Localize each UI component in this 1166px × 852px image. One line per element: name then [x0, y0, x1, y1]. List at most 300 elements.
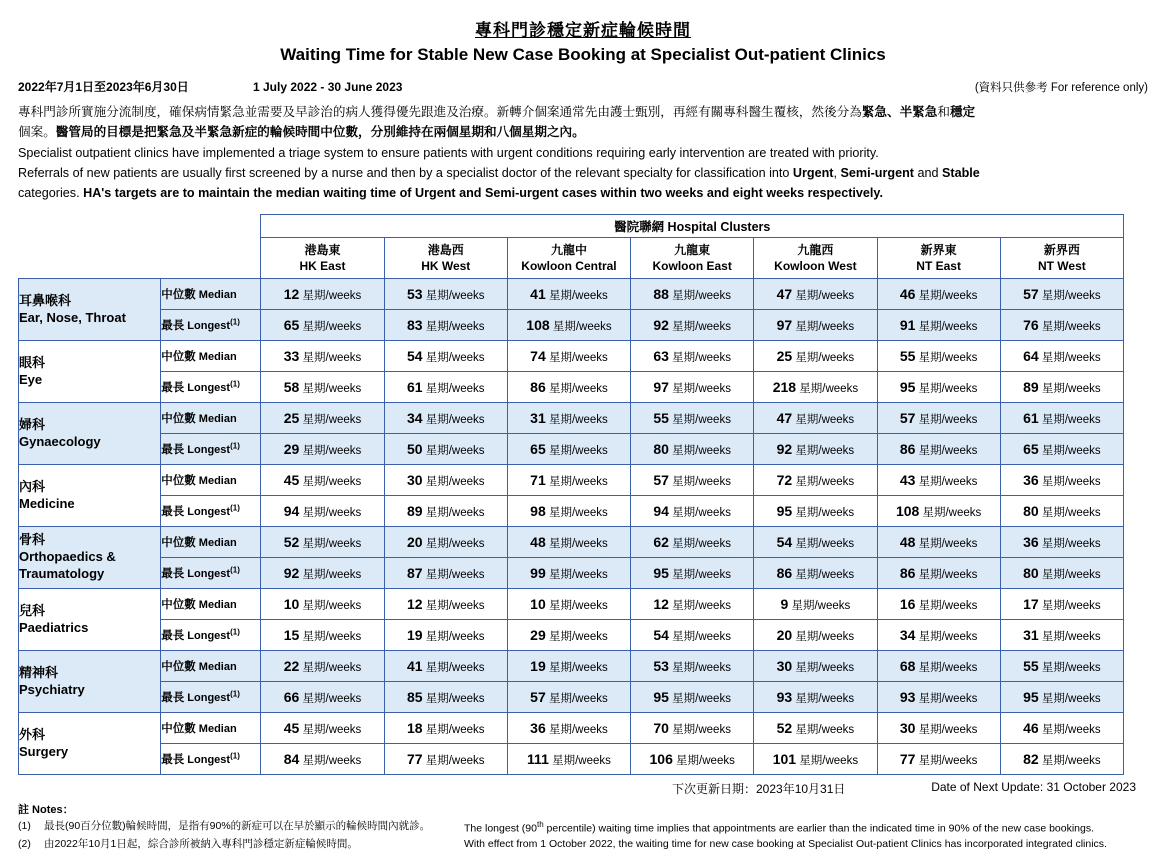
value-unit: 星期/weeks — [668, 351, 731, 364]
value-unit: 星期/weeks — [299, 382, 362, 395]
value-unit: 星期/weeks — [299, 599, 362, 612]
cluster-hk-east-zh: 港島東 — [304, 243, 341, 258]
value-number: 19 — [530, 657, 546, 674]
notes-section — [18, 803, 1148, 852]
value-cell — [877, 496, 1000, 527]
intro-zh-2b: 醫管局的目標是把緊急及半緊急新症的輪候時間中位數，分別維持在兩個星期和八個星期之內。 — [55, 125, 585, 140]
specialty-cell — [19, 527, 161, 589]
value-unit: 星期/weeks — [668, 289, 731, 302]
value-number: 29 — [283, 440, 300, 457]
value-number: 95 — [776, 502, 793, 519]
value-cell — [261, 310, 384, 341]
table-row — [19, 496, 1124, 527]
corner-cell-b — [161, 215, 261, 238]
value-cell — [877, 558, 1000, 589]
value-unit: 星期/weeks — [915, 413, 978, 426]
value-unit: 星期/weeks — [668, 630, 731, 643]
specialty-english: Paediatrics — [19, 619, 89, 635]
table-row — [19, 589, 1124, 620]
value-unit: 星期/weeks — [545, 692, 608, 705]
value-unit: 星期/weeks — [1038, 444, 1101, 457]
value-cell — [1000, 527, 1123, 558]
intro-zh-1c: 和 — [937, 105, 950, 119]
specialty-chinese: 婦科 — [19, 416, 46, 432]
value-cell — [631, 341, 754, 372]
value-number: 55 — [653, 409, 669, 426]
value-cell — [261, 279, 384, 310]
value-unit: 星期/weeks — [792, 506, 855, 519]
cluster-nte-en: NT East — [916, 259, 961, 274]
value-cell — [1000, 341, 1123, 372]
cluster-ke-en: Kowloon East — [652, 259, 732, 274]
value-number: 20 — [776, 626, 793, 643]
value-unit: 星期/weeks — [792, 568, 855, 581]
value-unit: 星期/weeks — [299, 351, 362, 364]
value-unit: 星期/weeks — [545, 661, 608, 674]
value-number: 22 — [283, 657, 300, 674]
table-row — [19, 682, 1124, 713]
metric-label-median: 中位數 Median — [161, 651, 261, 682]
value-number: 30 — [406, 471, 423, 488]
value-unit: 星期/weeks — [792, 661, 855, 674]
value-cell — [754, 558, 877, 589]
value-cell — [1000, 279, 1123, 310]
value-unit: 星期/weeks — [915, 599, 978, 612]
value-unit: 星期/weeks — [1038, 630, 1101, 643]
value-number: 45 — [283, 719, 300, 736]
value-number: 85 — [406, 688, 423, 705]
value-number: 61 — [406, 378, 423, 395]
metric-label-longest: 最長 Longest$^{(1)}$ — [161, 558, 261, 589]
value-number: 54 — [776, 533, 793, 550]
table-row — [19, 527, 1124, 558]
value-cell — [384, 744, 507, 775]
waiting-time-table — [18, 214, 1124, 775]
value-number: 82 — [1023, 750, 1039, 767]
value-unit: 星期/weeks — [915, 568, 978, 581]
corner-cell-a — [19, 215, 161, 238]
specialty-cell — [19, 465, 161, 527]
value-cell — [384, 465, 507, 496]
value-unit: 星期/weeks — [299, 444, 362, 457]
value-number: 12 — [406, 595, 423, 612]
value-number: 57 — [899, 409, 916, 426]
value-cell — [384, 496, 507, 527]
value-cell — [877, 713, 1000, 744]
value-cell — [261, 341, 384, 372]
value-cell — [877, 744, 1000, 775]
intro-en-3b: HA's targets are to maintain the median waiting time of Urgent and Semi-urgent cases within two weeks and eight weeks respectively. — [83, 186, 883, 200]
value-unit: 星期/weeks — [422, 568, 485, 581]
value-number: 47 — [776, 409, 793, 426]
note-1-en-a: The longest (90 — [464, 822, 537, 835]
value-unit: 星期/weeks — [915, 382, 978, 395]
value-cell — [877, 372, 1000, 403]
value-cell — [754, 372, 877, 403]
value-cell — [1000, 465, 1123, 496]
intro-en-2e: and — [914, 165, 943, 180]
value-unit: 星期/weeks — [1038, 382, 1101, 395]
value-number: 88 — [653, 285, 669, 302]
value-cell — [631, 558, 754, 589]
value-unit: 星期/weeks — [1038, 413, 1101, 426]
value-unit: 星期/weeks — [422, 444, 485, 457]
value-unit: 星期/weeks — [915, 630, 978, 643]
intro-en-2a: Referrals of new patients are usually first screened by a nurse and then by a specialist doctor of the relevant specialty for classification into — [18, 165, 793, 180]
value-cell — [261, 434, 384, 465]
value-number: 48 — [899, 533, 916, 550]
value-unit: 星期/weeks — [545, 475, 608, 488]
value-number: 52 — [776, 719, 793, 736]
value-number: 33 — [283, 347, 300, 364]
cluster-header-hk-east — [261, 238, 384, 279]
value-number: 64 — [1023, 347, 1039, 364]
value-unit: 星期/weeks — [422, 320, 485, 333]
value-unit: 星期/weeks — [788, 599, 851, 612]
value-cell — [507, 465, 630, 496]
value-unit: 星期/weeks — [299, 537, 362, 550]
value-number: 111 — [527, 750, 549, 767]
value-unit: 星期/weeks — [668, 599, 731, 612]
note-2 — [18, 837, 1148, 852]
value-number: 53 — [653, 657, 669, 674]
specialty-chinese: 兒科 — [19, 602, 46, 618]
intro-zh-1a: 專科門診所實施分流制度，確保病情緊急並需要及早診治的病人獲得優先跟進及治療。新轉介個案通常先由護士甄別，再經有關專科醫生覆核，然後分為 — [18, 105, 862, 119]
note-2-english: With effect from 1 October 2022, the waiting time for new case booking at Specialist Out-patient Clinics has incorporated integrated clinics. — [464, 837, 1107, 850]
value-number: 55 — [1023, 657, 1039, 674]
value-unit: 星期/weeks — [545, 289, 608, 302]
value-cell — [1000, 713, 1123, 744]
value-number: 92 — [653, 316, 669, 333]
value-cell — [507, 279, 630, 310]
value-number: 19 — [406, 626, 423, 643]
cluster-header-kowloon-west — [754, 238, 877, 279]
value-cell — [631, 496, 754, 527]
note-1-chinese: 最長(90百分位數)輪候時間，是指有90%的新症可以在早於顯示的輪候時間內就診。 — [44, 820, 431, 833]
value-cell — [384, 310, 507, 341]
value-cell — [877, 403, 1000, 434]
value-cell — [877, 620, 1000, 651]
value-unit: 星期/weeks — [1038, 475, 1101, 488]
specialty-english: Medicine — [19, 495, 75, 511]
value-cell — [631, 651, 754, 682]
value-number: 65 — [1023, 440, 1039, 457]
value-cell — [877, 682, 1000, 713]
value-cell — [507, 527, 630, 558]
reference-note: (資料只供參考 For reference only) — [974, 82, 1148, 94]
value-number: 95 — [899, 378, 916, 395]
value-cell — [507, 496, 630, 527]
value-number: 20 — [406, 533, 423, 550]
value-cell — [1000, 682, 1123, 713]
value-number: 16 — [899, 595, 916, 612]
value-unit: 星期/weeks — [668, 568, 731, 581]
value-unit: 星期/weeks — [915, 444, 978, 457]
next-update-row — [18, 780, 1148, 797]
value-unit: 星期/weeks — [422, 661, 485, 674]
value-number: 57 — [530, 688, 546, 705]
value-cell — [1000, 403, 1123, 434]
intro-english-line3 — [18, 184, 1148, 202]
specialty-english: Eye — [19, 371, 43, 387]
intro-zh-1b: 緊急、半緊急 — [861, 105, 938, 119]
value-cell — [1000, 744, 1123, 775]
value-cell — [261, 651, 384, 682]
specialty-chinese: 精神科 — [19, 664, 59, 680]
note-1 — [18, 819, 1148, 837]
cluster-header-hk-west — [384, 238, 507, 279]
value-unit: 星期/weeks — [545, 413, 608, 426]
value-unit: 星期/weeks — [422, 351, 485, 364]
value-number: 10 — [530, 595, 546, 612]
value-number: 50 — [406, 440, 423, 457]
metric-label-median: 中位數 Median — [161, 341, 261, 372]
value-cell — [261, 527, 384, 558]
value-number: 63 — [653, 347, 669, 364]
value-unit: 星期/weeks — [915, 754, 978, 767]
value-unit: 星期/weeks — [1038, 320, 1101, 333]
table-row — [19, 465, 1124, 496]
cluster-kc-en: Kowloon Central — [521, 259, 617, 274]
value-number: 86 — [899, 564, 916, 581]
value-unit: 星期/weeks — [422, 413, 485, 426]
value-cell — [1000, 372, 1123, 403]
value-unit: 星期/weeks — [422, 506, 485, 519]
value-unit: 星期/weeks — [299, 754, 362, 767]
value-cell — [1000, 589, 1123, 620]
value-cell — [877, 651, 1000, 682]
value-unit: 星期/weeks — [672, 754, 735, 767]
period-english: 1 July 2022 - 30 June 2023 — [253, 80, 403, 94]
value-number: 70 — [653, 719, 669, 736]
value-number: 86 — [776, 564, 793, 581]
value-number: 98 — [530, 502, 546, 519]
note-1-en-sup: th — [536, 820, 544, 830]
value-number: 86 — [530, 378, 546, 395]
intro-english-line1: Specialist outpatient clinics have implemented a triage system to ensure patients with urgent conditions requiring early intervention are treated with priority. — [18, 145, 879, 160]
value-number: 61 — [1023, 409, 1039, 426]
metric-label-longest: 最長 Longest$^{(1)}$ — [161, 682, 261, 713]
value-unit: 星期/weeks — [422, 754, 485, 767]
value-number: 92 — [776, 440, 793, 457]
value-unit: 星期/weeks — [422, 289, 485, 302]
intro-chinese-line2 — [18, 123, 1148, 141]
intro-chinese-line1 — [18, 103, 1148, 121]
cluster-kc-zh: 九龍中 — [550, 243, 587, 258]
cluster-header-kowloon-east — [631, 238, 754, 279]
value-cell — [507, 434, 630, 465]
value-number: 54 — [406, 347, 423, 364]
value-cell — [384, 434, 507, 465]
specialty-english: Ear, Nose, Throat — [19, 309, 126, 325]
value-cell — [631, 465, 754, 496]
value-number: 93 — [776, 688, 793, 705]
value-cell — [631, 403, 754, 434]
value-unit: 星期/weeks — [915, 289, 978, 302]
value-number: 65 — [283, 316, 300, 333]
value-unit: 星期/weeks — [792, 692, 855, 705]
value-number: 46 — [1023, 719, 1039, 736]
value-cell — [261, 558, 384, 589]
value-unit: 星期/weeks — [422, 723, 485, 736]
value-unit: 星期/weeks — [1038, 599, 1101, 612]
value-cell — [754, 589, 877, 620]
specialty-english: Surgery — [19, 743, 69, 759]
specialty-cell — [19, 403, 161, 465]
value-number: 89 — [1023, 378, 1039, 395]
value-unit: 星期/weeks — [796, 382, 859, 395]
value-number: 15 — [283, 626, 300, 643]
value-cell — [384, 651, 507, 682]
value-unit: 星期/weeks — [299, 475, 362, 488]
value-cell — [877, 527, 1000, 558]
value-cell — [754, 527, 877, 558]
cluster-kw-zh: 九龍西 — [797, 243, 834, 258]
value-number: 80 — [1023, 502, 1039, 519]
value-number: 80 — [1023, 564, 1039, 581]
value-number: 218 — [772, 378, 797, 395]
value-number: 55 — [899, 347, 916, 364]
cluster-ntw-zh: 新界西 — [1043, 243, 1080, 258]
value-unit: 星期/weeks — [299, 568, 362, 581]
next-update-chinese: 下次更新日期：2023年10月31日 — [672, 782, 846, 797]
value-number: 36 — [530, 719, 546, 736]
cluster-hk-west-zh: 港島西 — [427, 243, 464, 258]
value-cell — [754, 651, 877, 682]
value-unit: 星期/weeks — [792, 289, 855, 302]
metric-label-longest: 最長 Longest$^{(1)}$ — [161, 744, 261, 775]
value-unit: 星期/weeks — [915, 351, 978, 364]
metric-label-median: 中位數 Median — [161, 589, 261, 620]
value-cell — [754, 310, 877, 341]
value-unit: 星期/weeks — [668, 506, 731, 519]
value-cell — [754, 682, 877, 713]
value-cell — [877, 341, 1000, 372]
value-cell — [754, 620, 877, 651]
value-unit: 星期/weeks — [422, 537, 485, 550]
specialty-cell — [19, 279, 161, 341]
value-number: 95 — [653, 688, 669, 705]
metric-label-median: 中位數 Median — [161, 403, 261, 434]
value-number: 48 — [530, 533, 546, 550]
value-cell — [631, 682, 754, 713]
value-cell — [877, 465, 1000, 496]
metric-label-median: 中位數 Median — [161, 713, 261, 744]
value-number: 66 — [283, 688, 300, 705]
value-number: 57 — [1023, 285, 1039, 302]
intro-en-2c: , — [833, 165, 841, 180]
value-number: 45 — [283, 471, 300, 488]
value-cell — [261, 589, 384, 620]
value-unit: 星期/weeks — [792, 444, 855, 457]
value-unit: 星期/weeks — [299, 630, 362, 643]
value-unit: 星期/weeks — [545, 351, 608, 364]
value-number: 17 — [1023, 595, 1039, 612]
metric-label-median: 中位數 Median — [161, 527, 261, 558]
value-number: 108 — [895, 502, 920, 519]
table-row — [19, 434, 1124, 465]
value-cell — [384, 713, 507, 744]
value-cell — [754, 403, 877, 434]
value-number: 76 — [1023, 316, 1039, 333]
note-1-english — [464, 819, 1148, 837]
metric-label-longest: 最長 Longest$^{(1)}$ — [161, 372, 261, 403]
cluster-group-header-row — [19, 215, 1124, 238]
table-row — [19, 403, 1124, 434]
value-cell — [384, 620, 507, 651]
specialty-chinese: 耳鼻喉科 — [19, 292, 72, 308]
value-unit: 星期/weeks — [299, 506, 362, 519]
value-number: 99 — [530, 564, 546, 581]
cluster-nte-zh: 新界東 — [920, 243, 957, 258]
specialty-chinese: 骨科 — [19, 532, 46, 548]
value-unit: 星期/weeks — [668, 692, 731, 705]
value-number: 47 — [776, 285, 793, 302]
cluster-header-nt-east — [877, 238, 1000, 279]
value-unit: 星期/weeks — [1038, 506, 1101, 519]
value-cell — [261, 713, 384, 744]
value-number: 46 — [899, 285, 916, 302]
cluster-kw-en: Kowloon West — [774, 259, 857, 274]
value-unit: 星期/weeks — [915, 320, 978, 333]
value-cell — [631, 527, 754, 558]
cluster-hk-west-en: HK West — [421, 259, 471, 274]
value-number: 71 — [530, 471, 546, 488]
value-cell — [384, 558, 507, 589]
value-number: 54 — [653, 626, 669, 643]
value-unit: 星期/weeks — [299, 289, 362, 302]
value-cell — [631, 620, 754, 651]
value-unit: 星期/weeks — [299, 413, 362, 426]
value-cell — [507, 682, 630, 713]
value-cell — [631, 589, 754, 620]
metric-label-longest: 最長 Longest$^{(1)}$ — [161, 620, 261, 651]
value-cell — [877, 589, 1000, 620]
value-cell — [1000, 310, 1123, 341]
value-cell — [384, 279, 507, 310]
value-unit: 星期/weeks — [545, 723, 608, 736]
value-cell — [507, 372, 630, 403]
value-unit: 星期/weeks — [1038, 754, 1101, 767]
specialty-english: Psychiatry — [19, 681, 85, 697]
page-title-english: Waiting Time for Stable New Case Booking at Specialist Out-patient Clinics — [280, 45, 886, 64]
period-chinese: 2022年7月1日至2023年6月30日 — [18, 80, 189, 94]
page-title-chinese: 專科門診穩定新症輪候時間 — [475, 21, 691, 40]
value-cell — [1000, 651, 1123, 682]
value-cell — [384, 403, 507, 434]
value-cell — [261, 682, 384, 713]
value-cell — [754, 744, 877, 775]
value-number: 58 — [283, 378, 300, 395]
value-unit: 星期/weeks — [668, 413, 731, 426]
value-unit: 星期/weeks — [422, 630, 485, 643]
table-row — [19, 620, 1124, 651]
table-body — [19, 279, 1124, 775]
value-unit: 星期/weeks — [545, 568, 608, 581]
value-number: 106 — [649, 750, 673, 767]
specialty-chinese: 外科 — [19, 726, 46, 742]
value-number: 72 — [776, 471, 793, 488]
value-number: 34 — [899, 626, 916, 643]
value-cell — [754, 341, 877, 372]
value-cell — [261, 372, 384, 403]
value-number: 77 — [406, 750, 423, 767]
metric-label-longest: 最長 Longest$^{(1)}$ — [161, 310, 261, 341]
value-number: 89 — [406, 502, 423, 519]
value-unit: 星期/weeks — [668, 537, 731, 550]
value-number: 12 — [283, 285, 300, 302]
value-cell — [877, 279, 1000, 310]
